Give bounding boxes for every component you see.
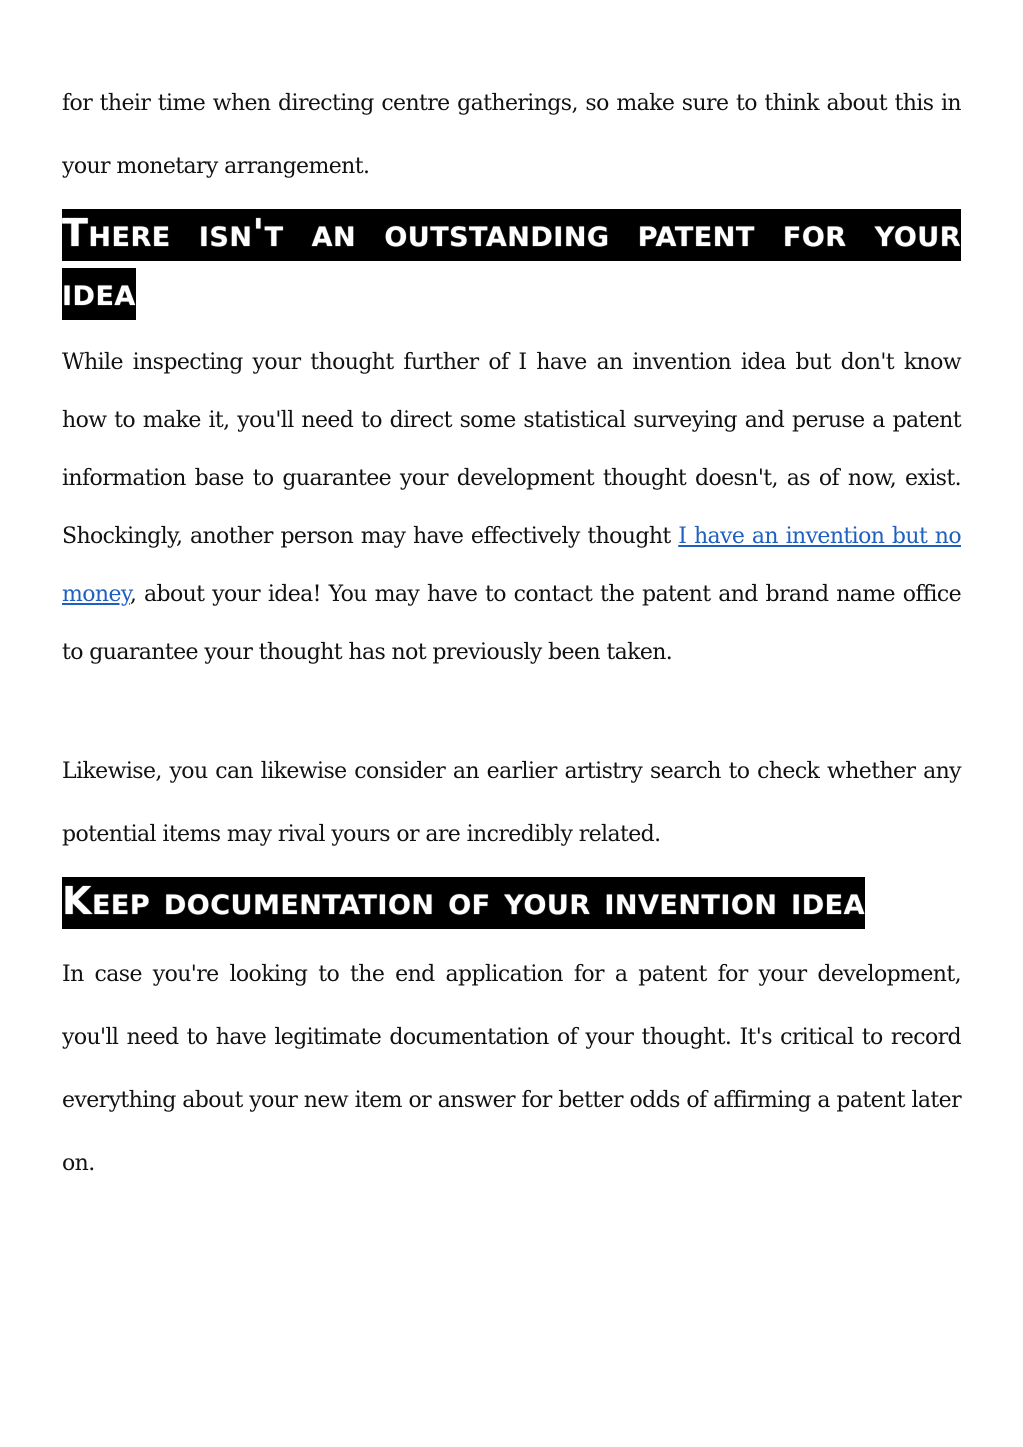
prior-art-paragraph: Likewise, you can likewise consider an earlier artistry search to check whether any potential items may rival yours or are incredibly related.: [62, 759, 961, 847]
paragraph-spacer: [62, 682, 961, 740]
invention-no-money-link[interactable]: I have an invention but no money: [62, 524, 961, 607]
patent-paragraph-text-after: , about your idea! You may have to contact the patent and brand name office to guarantee your thought has not previously been taken.: [62, 582, 961, 665]
section-heading-patent-text: There isn't an outstanding patent for your idea: [62, 209, 961, 320]
document-page: [62, 72, 961, 1195]
intro-paragraph: for their time when directing centre gatherings, so make sure to think about this in your monetary arrangement.: [62, 91, 961, 179]
section-heading-documentation-text: Keep documentation of your invention idea: [62, 877, 865, 929]
patent-paragraph: [62, 334, 961, 682]
patent-paragraph-text-before: While inspecting your thought further of I have an invention idea but don't know how to make it, you'll need to direct some statistical surveying and peruse a patent information base to guarantee your development thought doesn't, as of now, exist. Shockingly, another person may have effectively thought: [62, 350, 961, 549]
section-heading-documentation: [62, 872, 961, 931]
documentation-paragraph: In case you're looking to the end application for a patent for your development, you'll need to have legitimate documentation of your thought. It's critical to record everything about your new item or answer for better odds of affirming a patent later on.: [62, 962, 961, 1176]
section-heading-patent: [62, 204, 961, 322]
